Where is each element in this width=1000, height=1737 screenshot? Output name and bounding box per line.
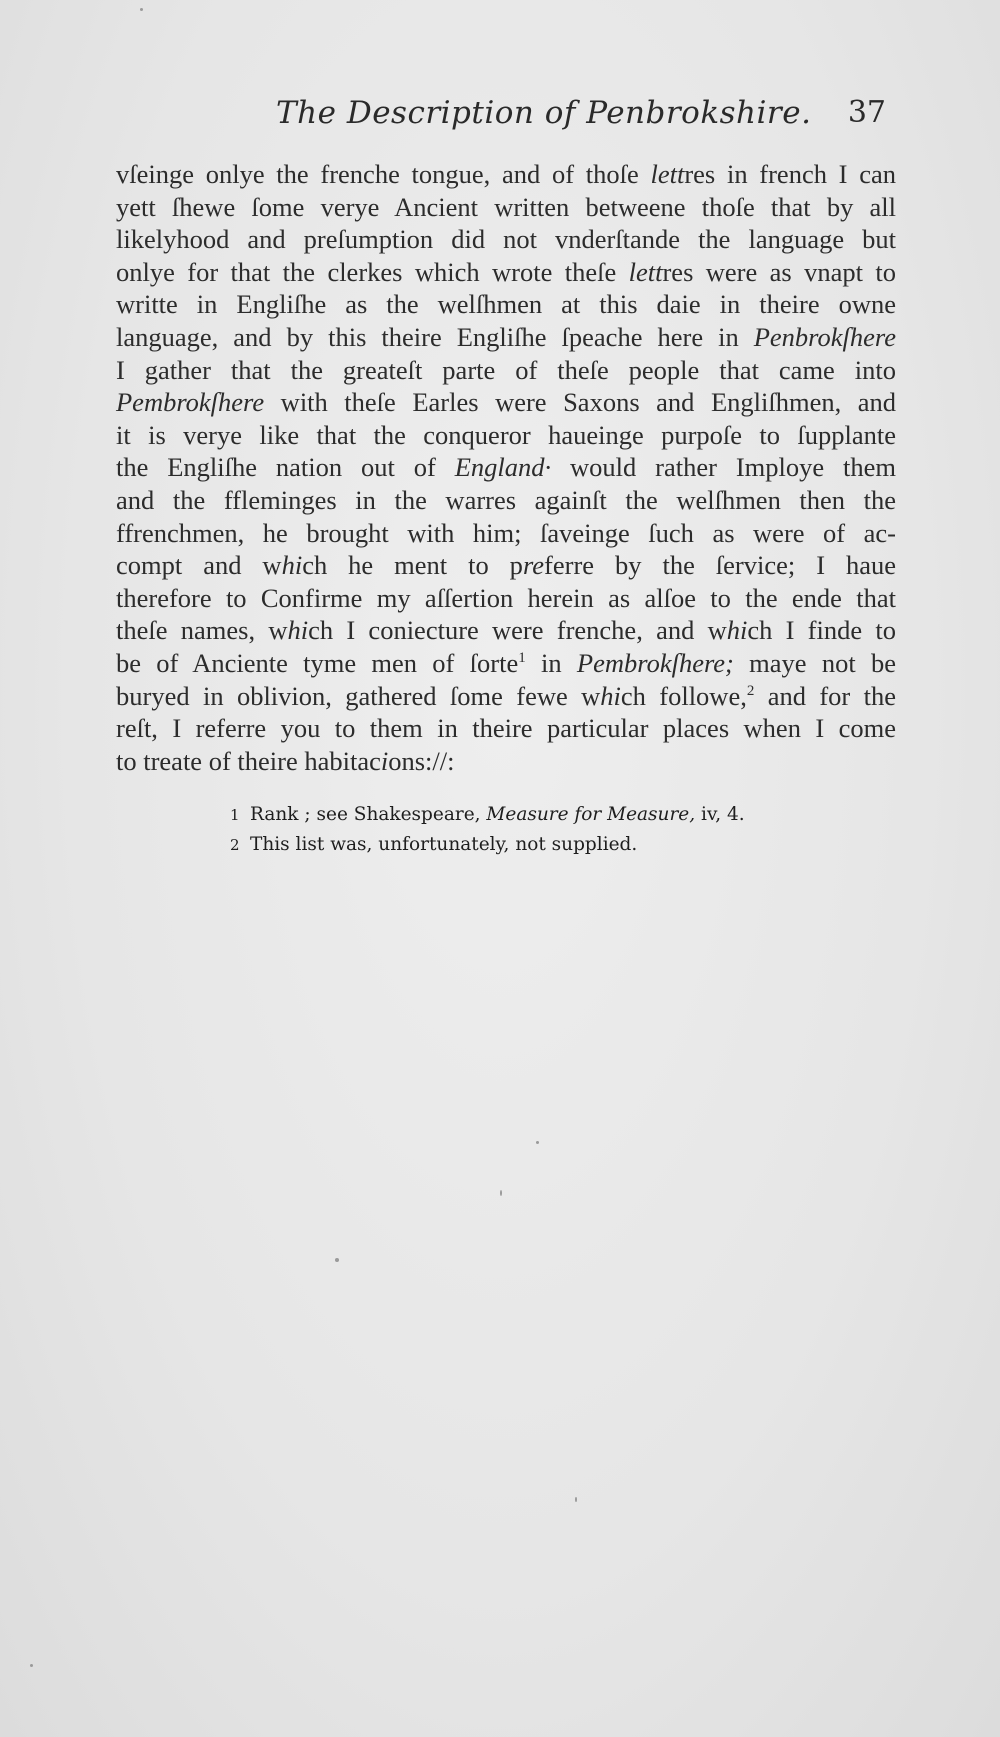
- page-number: 37: [847, 95, 886, 130]
- paper-speck: [500, 1190, 502, 1196]
- italic-run: Pembrokſhere: [116, 387, 265, 418]
- text-run: This list was, unfortunately, not supplied.: [250, 834, 638, 855]
- page-header: [116, 95, 886, 145]
- footnote: [230, 800, 830, 830]
- italic-run: lett: [650, 159, 685, 189]
- italic-run: i: [380, 745, 389, 776]
- text-line: [116, 549, 896, 582]
- italic-run: Pembrokſhere;: [576, 647, 734, 678]
- italic-run: hi: [287, 615, 309, 646]
- text-line: [116, 680, 896, 713]
- paper-speck: [30, 1664, 33, 1667]
- text-run: onlye for that the clerkes which wrote theſe: [116, 256, 629, 287]
- text-line: [116, 712, 896, 745]
- text-run: to treate of theire habitac: [116, 745, 381, 776]
- text-line: [116, 647, 896, 680]
- text-run: res were as vnapt to: [662, 256, 896, 287]
- text-line: [116, 191, 896, 224]
- text-run: theſe names, w: [116, 615, 288, 646]
- italic-run: hi: [600, 680, 621, 711]
- text-run: be of Anciente tyme men of ſorte: [116, 647, 519, 678]
- running-title: The Description of Penbrokshire.: [276, 95, 812, 131]
- text-run: Rank ; see Shakespeare,: [250, 804, 487, 825]
- text-line: [116, 386, 896, 419]
- text-run: ch he ment to p: [302, 550, 523, 581]
- paper-speck: [536, 1141, 539, 1144]
- text-line: [116, 321, 896, 354]
- text-line: [116, 419, 896, 452]
- italic-run: England·: [454, 452, 552, 483]
- text-run: and for the: [754, 680, 897, 711]
- text-run: in: [525, 647, 577, 678]
- italic-run: lett: [628, 256, 663, 287]
- text-line: [116, 517, 896, 550]
- text-line: [116, 354, 896, 387]
- text-run: res in french I can: [684, 159, 896, 189]
- text-run: the Engliſhe nation out of: [116, 452, 455, 483]
- text-run: likelyhood and preſumption did not vnderſtande the language but: [116, 224, 896, 255]
- text-run: writte in Engliſhe as the welſhmen at this daie in theire owne: [116, 289, 896, 320]
- text-line: [116, 256, 896, 289]
- italic-run: hi: [726, 615, 748, 646]
- paper-speck: [335, 1258, 339, 1262]
- text-run: ons://:: [388, 745, 455, 776]
- text-run: iv, 4.: [695, 804, 745, 825]
- text-run: compt and w: [116, 550, 282, 581]
- text-line: [116, 582, 896, 615]
- text-run: it is verye like that the conqueror haueinge purpoſe to ſupplante: [116, 419, 896, 450]
- body-text: [116, 158, 896, 777]
- italic-run: Measure for Measure,: [486, 804, 696, 825]
- text-run: yett ſhewe ſome verye Ancient written betweene thoſe that by all: [116, 191, 896, 222]
- italic-run: hi: [281, 550, 303, 581]
- italic-run: Penbrokſhere: [753, 321, 896, 352]
- text-line: [116, 745, 896, 778]
- text-run: ch followe,: [620, 680, 747, 711]
- italic-run: re: [522, 550, 545, 581]
- text-run: ch I finde to: [747, 615, 896, 646]
- text-run: ch I coniecture were frenche, and w: [308, 615, 727, 646]
- footnote: [230, 830, 830, 860]
- text-line: [116, 158, 896, 191]
- text-run: with theſe Earles were Saxons and Engliſhmen, and: [264, 387, 896, 418]
- footnote-ref: 2: [746, 682, 755, 699]
- footnotes: [230, 800, 830, 860]
- footnote-number: 2: [230, 836, 240, 854]
- text-line: [116, 288, 896, 321]
- text-run: ferre by the ſervice; I haue: [544, 550, 897, 581]
- text-run: language, and by this theire Engliſhe ſpeache here in: [116, 321, 754, 352]
- paper-speck: [575, 1497, 577, 1502]
- text-run: and the ffleminges in the warres againſt the welſhmen then the: [116, 484, 896, 515]
- text-run: maye not be: [733, 647, 896, 678]
- footnote-ref: 1: [518, 649, 526, 666]
- text-line: [116, 451, 896, 484]
- text-line: [116, 223, 896, 256]
- paper-speck: [140, 8, 143, 11]
- footnote-number: 1: [230, 806, 240, 824]
- text-run: therefore to Confirme my aſſertion herein as alſoe to the ende that: [116, 582, 896, 613]
- text-run: reſt, I referre you to them in theire particular places when I come: [116, 713, 896, 744]
- text-run: ffrenchmen, he brought with him; ſaveinge ſuch as were of ac-: [116, 517, 896, 548]
- text-run: I gather that the greateſt parte of theſe people that came into: [116, 354, 896, 385]
- text-run: would rather Imploye them: [551, 452, 896, 483]
- text-run: buryed in oblivion, gathered ſome fewe w: [116, 680, 601, 711]
- text-line: [116, 484, 896, 517]
- text-run: vſeinge onlye the frenche tongue, and of thoſe: [116, 159, 651, 189]
- text-line: [116, 614, 896, 647]
